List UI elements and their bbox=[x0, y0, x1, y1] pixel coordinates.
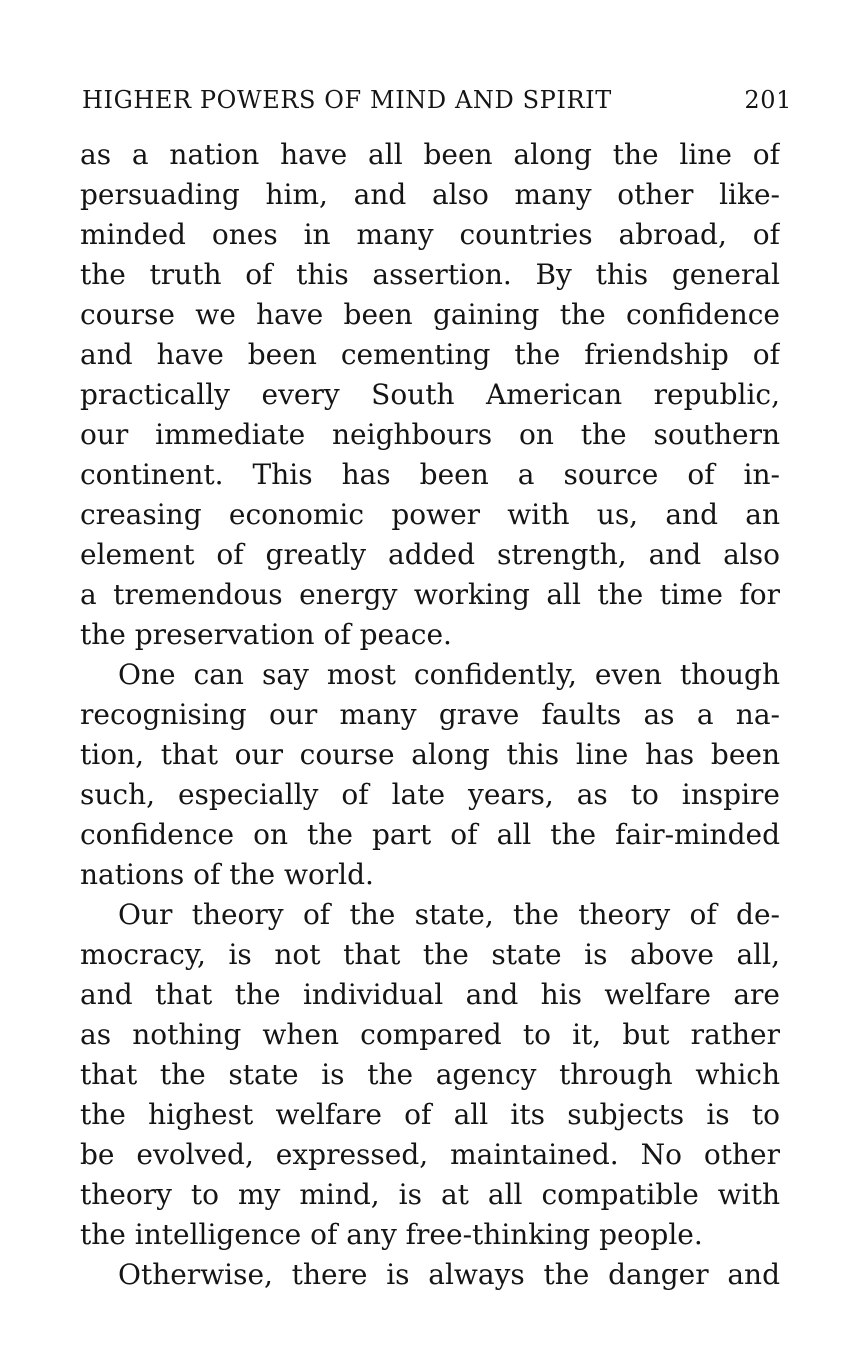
paragraph bbox=[80, 1255, 780, 1295]
text-line: such, especially of late years, as to inspire bbox=[80, 778, 780, 811]
text-line: the intelligence of any free-thinking people. bbox=[80, 1218, 703, 1251]
text-line: as nothing when compared to it, but rather bbox=[80, 1018, 780, 1051]
paragraph bbox=[80, 135, 780, 655]
text-line: and that the individual and his welfare are bbox=[80, 978, 780, 1011]
text-line: the highest welfare of all its subjects is to bbox=[80, 1098, 780, 1131]
body-text bbox=[80, 135, 780, 1295]
text-line: element of greatly added strength, and also bbox=[80, 538, 780, 571]
text-line: as a nation have all been along the line of bbox=[80, 138, 780, 171]
text-line: confidence on the part of all the fair-minded bbox=[80, 818, 780, 851]
running-head bbox=[82, 86, 792, 120]
text-line: be evolved, expressed, maintained. No other bbox=[80, 1138, 780, 1171]
text-line: a tremendous energy working all the time for bbox=[80, 578, 780, 611]
text-line: recognising our many grave faults as a na- bbox=[80, 698, 780, 731]
page-number: 201 bbox=[744, 86, 792, 114]
text-line: practically every South American republic, bbox=[80, 378, 780, 411]
text-line: the preservation of peace. bbox=[80, 618, 452, 651]
text-line: our immediate neighbours on the southern bbox=[80, 418, 780, 451]
text-line: persuading him, and also many other like- bbox=[80, 178, 780, 211]
text-line: theory to my mind, is at all compatible with bbox=[80, 1178, 780, 1211]
text-line: continent. This has been a source of in- bbox=[80, 458, 780, 491]
text-line: Our theory of the state, the theory of de- bbox=[118, 898, 780, 931]
text-line: the truth of this assertion. By this general bbox=[80, 258, 780, 291]
text-line: that the state is the agency through which bbox=[80, 1058, 780, 1091]
paragraph bbox=[80, 895, 780, 1255]
paragraph bbox=[80, 655, 780, 895]
text-line: and have been cementing the friendship of bbox=[80, 338, 780, 371]
text-line: creasing economic power with us, and an bbox=[80, 498, 780, 531]
text-line: Otherwise, there is always the danger and bbox=[118, 1258, 780, 1291]
text-line: One can say most confidently, even though bbox=[118, 658, 780, 691]
text-line: nations of the world. bbox=[80, 858, 374, 891]
text-line: course we have been gaining the confidence bbox=[80, 298, 780, 331]
running-head-title: HIGHER POWERS OF MIND AND SPIRIT bbox=[82, 86, 612, 114]
text-line: mocracy, is not that the state is above all, bbox=[80, 938, 780, 971]
text-line: minded ones in many countries abroad, of bbox=[80, 218, 780, 251]
text-line: tion, that our course along this line has been bbox=[80, 738, 780, 771]
